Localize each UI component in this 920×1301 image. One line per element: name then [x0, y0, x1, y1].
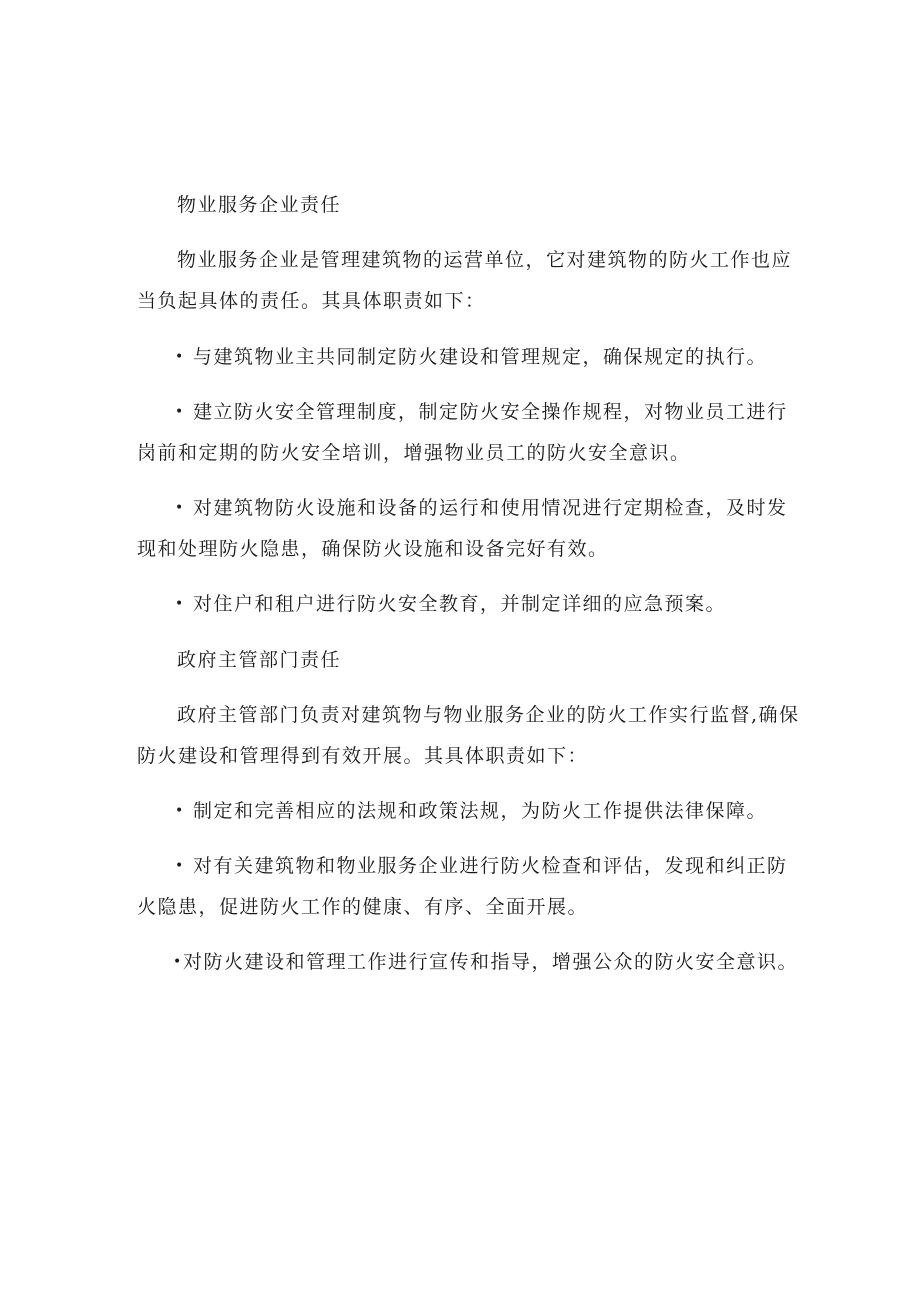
bullet-icon: •	[175, 500, 185, 516]
list-item	[137, 799, 793, 825]
list-item-text: 对防火建设和管理工作进行宣传和指导，增强公众的防火安全意识。	[183, 951, 799, 973]
list-item	[137, 592, 793, 618]
paragraph-line: 政府主管部门负责对建筑物与物业服务企业的防火工作实行监督,确保	[177, 704, 800, 726]
bullet-icon: •	[175, 404, 185, 420]
list-item-text: 建立防火安全管理制度，制定防火安全操作规程，对物业员工进行	[193, 401, 788, 423]
list-item	[137, 496, 793, 522]
list-item-text: 制定和完善相应的法规和政策法规，为防火工作提供法律保障。	[193, 800, 768, 822]
paragraph-line: 当负起具体的责任。其具体职责如下：	[137, 290, 486, 312]
section-heading: 政府主管部门责任	[177, 649, 342, 671]
bullet-icon: •	[175, 858, 185, 874]
list-item-continuation: 火隐患，促进防火工作的健康、有序、全面开展。	[137, 896, 589, 918]
list-item-text: 对建筑物防火设施和设备的运行和使用情况进行定期检查，及时发	[193, 497, 788, 519]
list-item	[137, 345, 793, 371]
paragraph-line: 防火建设和管理得到有效开展。其具体职责如下：	[137, 745, 589, 767]
list-item	[137, 950, 799, 976]
list-item	[137, 400, 793, 426]
bullet-icon: •	[175, 803, 185, 819]
section-heading: 物业服务企业责任	[177, 194, 342, 216]
list-item-text: 与建筑物业主共同制定防火建设和管理规定，确保规定的执行。	[193, 346, 768, 368]
bullet-icon: •	[175, 349, 185, 365]
list-item-text: 对有关建筑物和物业服务企业进行防火检查和评估，发现和纠正防	[193, 855, 788, 877]
list-item	[137, 854, 793, 880]
list-item-continuation: 现和处理防火隐患，确保防火设施和设备完好有效。	[137, 538, 609, 560]
bullet-icon: •	[173, 954, 183, 970]
list-item-text: 对住户和租户进行防火安全教育，并制定详细的应急预案。	[193, 593, 727, 615]
bullet-icon: •	[175, 596, 185, 612]
paragraph-line: 物业服务企业是管理建筑物的运营单位，它对建筑物的防火工作也应	[177, 249, 793, 271]
list-item-continuation: 岗前和定期的防火安全培训，增强物业员工的防火安全意识。	[137, 442, 691, 464]
